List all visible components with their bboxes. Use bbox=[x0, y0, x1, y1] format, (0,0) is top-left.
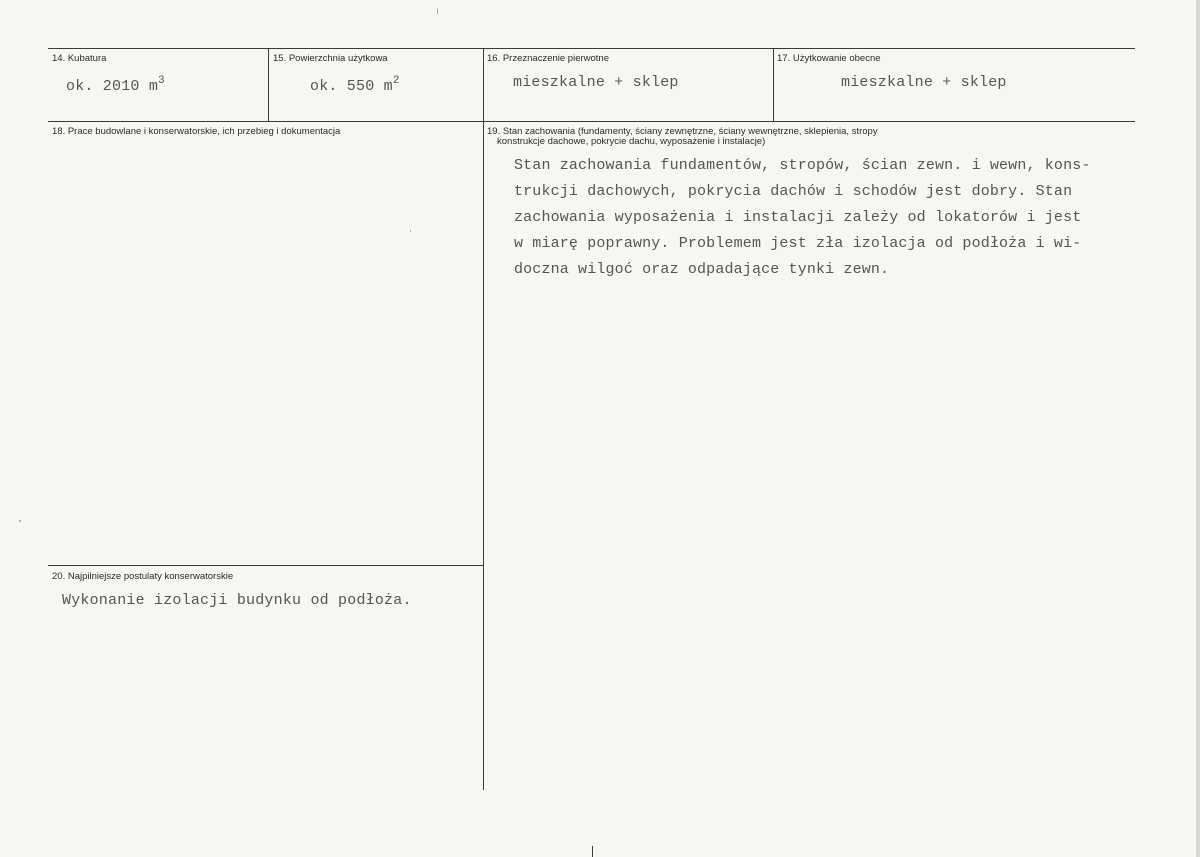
field-14-value bbox=[66, 75, 165, 95]
field20-top-rule bbox=[48, 565, 484, 566]
field-14-value-text: ok. 2010 m bbox=[66, 78, 159, 95]
field-14-label: 14. Kubatura bbox=[52, 53, 107, 64]
field-15-value-text: ok. 550 m bbox=[310, 78, 393, 95]
field-15-unit-exponent: 2 bbox=[392, 75, 400, 87]
field-19-label-line1: 19. Stan zachowania (fundamenty, ściany zewnętrzne, ściany wewnętrzne, sklepienia, stropy bbox=[487, 126, 878, 137]
field-19-text-line-1: Stan zachowania fundamentów, stropów, ścian zewn. i wewn, kons- bbox=[514, 157, 1091, 174]
field-15-value bbox=[310, 75, 400, 95]
paper-speck bbox=[410, 230, 411, 232]
field-19-text-line-4: w miarę poprawny. Problemem jest zła izolacja od podłoża i wi- bbox=[514, 235, 1082, 252]
divider-center bbox=[483, 48, 484, 790]
field-19-label-line2: konstrukcje dachowe, pokrycie dachu, wyposażenie i instalacje) bbox=[497, 136, 766, 147]
field-15-label: 15. Powierzchnia użytkowa bbox=[273, 53, 388, 64]
divider-16-17 bbox=[773, 48, 774, 121]
field-14-unit-exponent: 3 bbox=[158, 75, 165, 87]
field-20-value: Wykonanie izolacji budynku od podłoża. bbox=[62, 592, 412, 609]
top-rule bbox=[48, 48, 1135, 49]
field-17-label: 17. Użytkowanie obecne bbox=[777, 53, 881, 64]
field-19-text-line-3: zachowania wyposażenia i instalacji zależy od lokatorów i jest bbox=[514, 209, 1082, 226]
row1-bottom-rule bbox=[48, 121, 1135, 122]
field-19-text-line-2: trukcji dachowych, pokrycia dachów i schodów jest dobry. Stan bbox=[514, 183, 1073, 200]
field-16-label: 16. Przeznaczenie pierwotne bbox=[487, 53, 609, 64]
field-17-value: mieszkalne + sklep bbox=[841, 74, 1007, 91]
bottom-tick bbox=[592, 846, 593, 857]
field-18-label: 18. Prace budowlane i konserwatorskie, ich przebieg i dokumentacja bbox=[52, 126, 341, 137]
field-16-value: mieszkalne + sklep bbox=[513, 74, 679, 91]
field-19-text-line-5: doczna wilgoć oraz odpadające tynki zewn. bbox=[514, 261, 890, 278]
paper-speck bbox=[19, 520, 21, 522]
divider-14-15 bbox=[268, 48, 269, 121]
paper-speck bbox=[437, 8, 438, 14]
field-20-label: 20. Najpilniejsze postulaty konserwatorskie bbox=[52, 571, 234, 582]
